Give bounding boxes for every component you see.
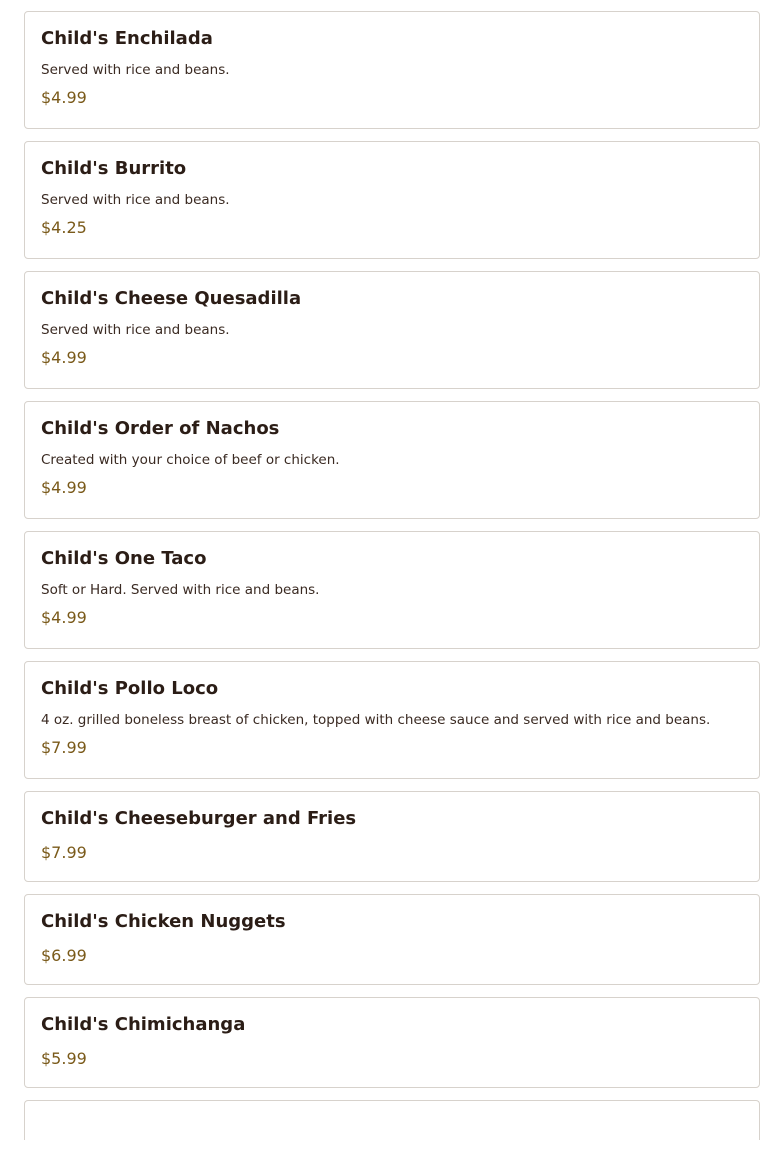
menu-item-card[interactable] (24, 791, 760, 882)
menu-item-description: Served with rice and beans. (41, 322, 230, 338)
menu-item-card-partial[interactable] (24, 1100, 760, 1140)
menu-item-name: Child's Burrito (41, 158, 187, 179)
menu-item-description: 4 oz. grilled boneless breast of chicken, topped with cheese sauce and served with rice and beans. (41, 712, 711, 728)
menu-item-price: $7.99 (41, 843, 87, 862)
menu-item-name: Child's Order of Nachos (41, 418, 280, 439)
menu-item-name: Child's Enchilada (41, 28, 213, 49)
menu-item-price: $7.99 (41, 738, 87, 757)
menu-item-description: Served with rice and beans. (41, 192, 230, 208)
menu-list (24, 11, 760, 1152)
menu-item-card[interactable] (24, 894, 760, 985)
menu-item-price: $6.99 (41, 946, 87, 965)
menu-item-price: $4.99 (41, 88, 87, 107)
menu-item-card[interactable] (24, 11, 760, 129)
menu-item-name: Child's Chicken Nuggets (41, 911, 286, 932)
menu-item-card[interactable] (24, 271, 760, 389)
menu-item-name: Child's Chimichanga (41, 1014, 246, 1035)
menu-item-price: $4.99 (41, 608, 87, 627)
menu-item-card[interactable] (24, 661, 760, 779)
menu-item-price: $4.99 (41, 478, 87, 497)
menu-item-price: $5.99 (41, 1049, 87, 1068)
menu-item-card[interactable] (24, 531, 760, 649)
menu-item-description: Created with your choice of beef or chicken. (41, 452, 340, 468)
menu-item-price: $4.99 (41, 348, 87, 367)
menu-item-name: Child's Cheese Quesadilla (41, 288, 302, 309)
menu-item-card[interactable] (24, 997, 760, 1088)
menu-item-card[interactable] (24, 141, 760, 259)
menu-item-name: Child's Cheeseburger and Fries (41, 808, 357, 829)
menu-item-name: Child's One Taco (41, 548, 207, 569)
menu-item-card[interactable] (24, 401, 760, 519)
menu-item-price: $4.25 (41, 218, 87, 237)
menu-item-description: Soft or Hard. Served with rice and beans. (41, 582, 320, 598)
menu-item-description: Served with rice and beans. (41, 62, 230, 78)
menu-item-name: Child's Pollo Loco (41, 678, 219, 699)
